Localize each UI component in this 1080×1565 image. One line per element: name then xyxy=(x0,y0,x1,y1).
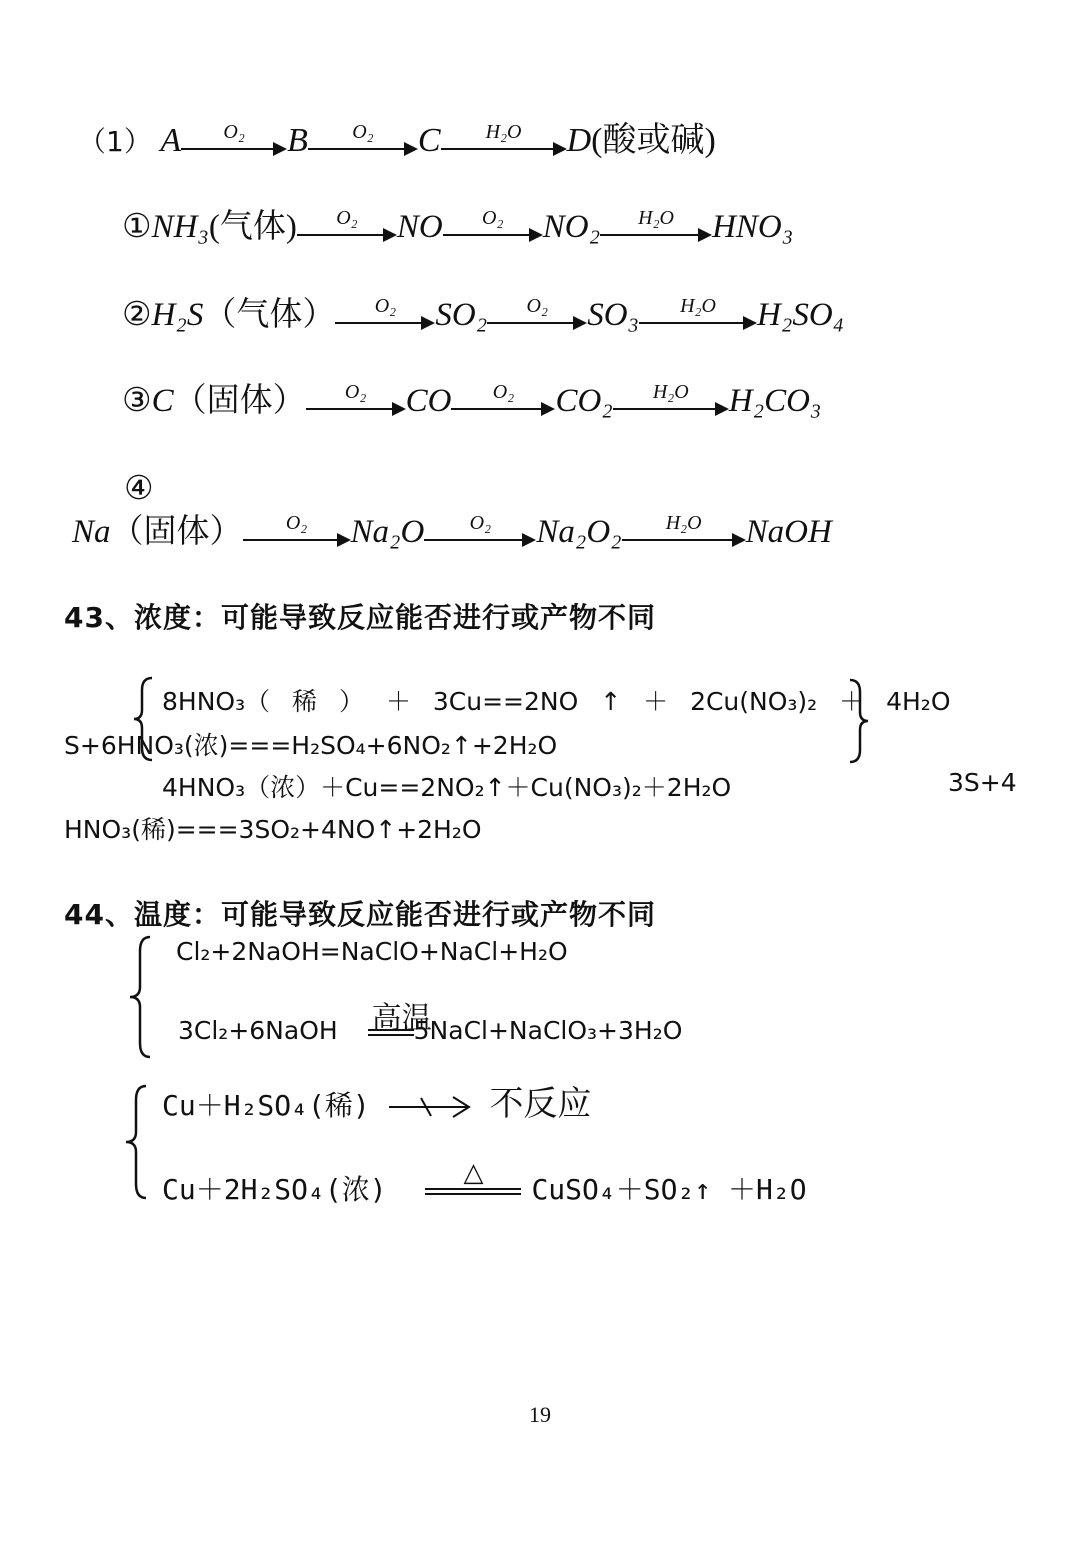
reaction-arrow: O₂ xyxy=(243,514,351,554)
state-label: （固体） xyxy=(173,383,306,419)
products: 5NaCl+NaClO₃+3H₂O xyxy=(413,1016,683,1045)
species: SO₂ xyxy=(435,297,488,333)
species-a: A xyxy=(160,122,182,159)
equals-with-condition xyxy=(425,1157,521,1195)
no-reaction-arrow xyxy=(387,1092,473,1122)
species: C xyxy=(151,383,174,419)
reactants: Cu＋2H₂SO₄(浓) xyxy=(162,1173,387,1206)
page-number: 19 xyxy=(529,1402,551,1427)
species: NaOH xyxy=(745,514,832,550)
species: CO xyxy=(405,383,452,419)
general-scheme xyxy=(78,112,716,163)
section-44-title: 44、温度：可能导致反应能否进行或产物不同 xyxy=(64,898,656,931)
item-marker: ① xyxy=(122,209,152,245)
item-marker: ③ xyxy=(122,383,152,419)
item-marker: ② xyxy=(122,297,152,333)
species-d: D xyxy=(566,122,592,159)
scheme-item-3 xyxy=(122,374,821,423)
reaction-arrow: O₂ xyxy=(306,383,406,423)
reaction-arrow: O₂ xyxy=(424,514,536,554)
equation-43-1: 8HNO₃（ 稀 ） ＋ 3Cu==2NO ↑ ＋ 2Cu(NO₃)₂ ＋ 4H₂O xyxy=(162,687,951,716)
species: H₂SO₄ xyxy=(757,297,845,333)
section-label: （1） xyxy=(78,125,152,158)
species: HNO₃ xyxy=(712,209,794,245)
species: NH₃ xyxy=(151,209,209,245)
heat-symbol: △ xyxy=(463,1157,484,1188)
state-label: (气体) xyxy=(208,209,297,245)
reaction-arrow: H₂O xyxy=(613,383,729,423)
scheme-item-1 xyxy=(122,200,793,249)
reactants: 3Cl₂+6NaOH xyxy=(178,1016,338,1045)
item-4-marker: ④ xyxy=(124,471,154,507)
species: NO₂ xyxy=(542,209,601,245)
species: Na xyxy=(72,514,111,550)
reactants: Cu＋H₂SO₄(稀) xyxy=(162,1089,370,1122)
section-43-title: 43、浓度：可能导致反应能否进行或产物不同 xyxy=(64,601,656,634)
reaction-arrow: O₂ xyxy=(308,123,418,163)
equation-44-4 xyxy=(162,1157,807,1208)
scheme-item-2 xyxy=(122,288,844,337)
left-brace xyxy=(124,1084,150,1200)
species-d-note: (酸或碱) xyxy=(591,122,716,159)
reaction-arrow: O₂ xyxy=(335,297,435,337)
species: Na₂O xyxy=(350,514,425,550)
species: Na₂O₂ xyxy=(536,514,622,550)
left-brace xyxy=(128,935,154,1059)
reaction-arrow: O₂ xyxy=(297,209,397,249)
equals-with-condition xyxy=(368,1000,432,1036)
result: 不反应 xyxy=(489,1084,592,1124)
reaction-arrow: H₂O xyxy=(639,297,757,337)
equation-44-3 xyxy=(162,1076,591,1125)
species-b: B xyxy=(287,122,308,159)
species: SO₃ xyxy=(587,297,640,333)
state-label: （气体） xyxy=(203,297,336,333)
equation-43-3: 4HNO₃（浓）＋Cu==2NO₂↑＋Cu(NO₃)₂＋2H₂O xyxy=(162,773,732,802)
reaction-arrow: H₂O xyxy=(622,514,746,554)
equation-44-2 xyxy=(178,1000,683,1045)
equation-43-3-tail: 3S+4 xyxy=(948,768,1017,797)
reaction-arrow: O₂ xyxy=(487,297,587,337)
condition-label: 高温 xyxy=(371,1000,432,1036)
equation-43-4: HNO₃(稀)===3SO₂+4NO↑+2H₂O xyxy=(64,815,482,844)
state-label: （固体） xyxy=(110,514,243,550)
species: H₂S xyxy=(151,297,204,333)
reaction-arrow: O₂ xyxy=(181,123,287,163)
species: NO xyxy=(396,209,443,245)
species: H₂CO₃ xyxy=(728,383,822,419)
equation-43-2: S+6HNO₃(浓)===H₂SO₄+6NO₂↑+2H₂O xyxy=(64,731,558,760)
reaction-arrow: H₂O xyxy=(441,123,567,163)
species: CO₂ xyxy=(555,383,613,419)
reaction-arrow: H₂O xyxy=(600,209,712,249)
equation-44-1: Cl₂+2NaOH=NaClO+NaCl+H₂O xyxy=(176,937,568,966)
products: CuSO₄＋SO₂↑ ＋H₂O xyxy=(531,1173,807,1206)
reaction-arrow: O₂ xyxy=(451,383,555,423)
species-c: C xyxy=(417,122,441,159)
reaction-arrow: O₂ xyxy=(443,209,543,249)
scheme-item-4 xyxy=(72,505,832,554)
